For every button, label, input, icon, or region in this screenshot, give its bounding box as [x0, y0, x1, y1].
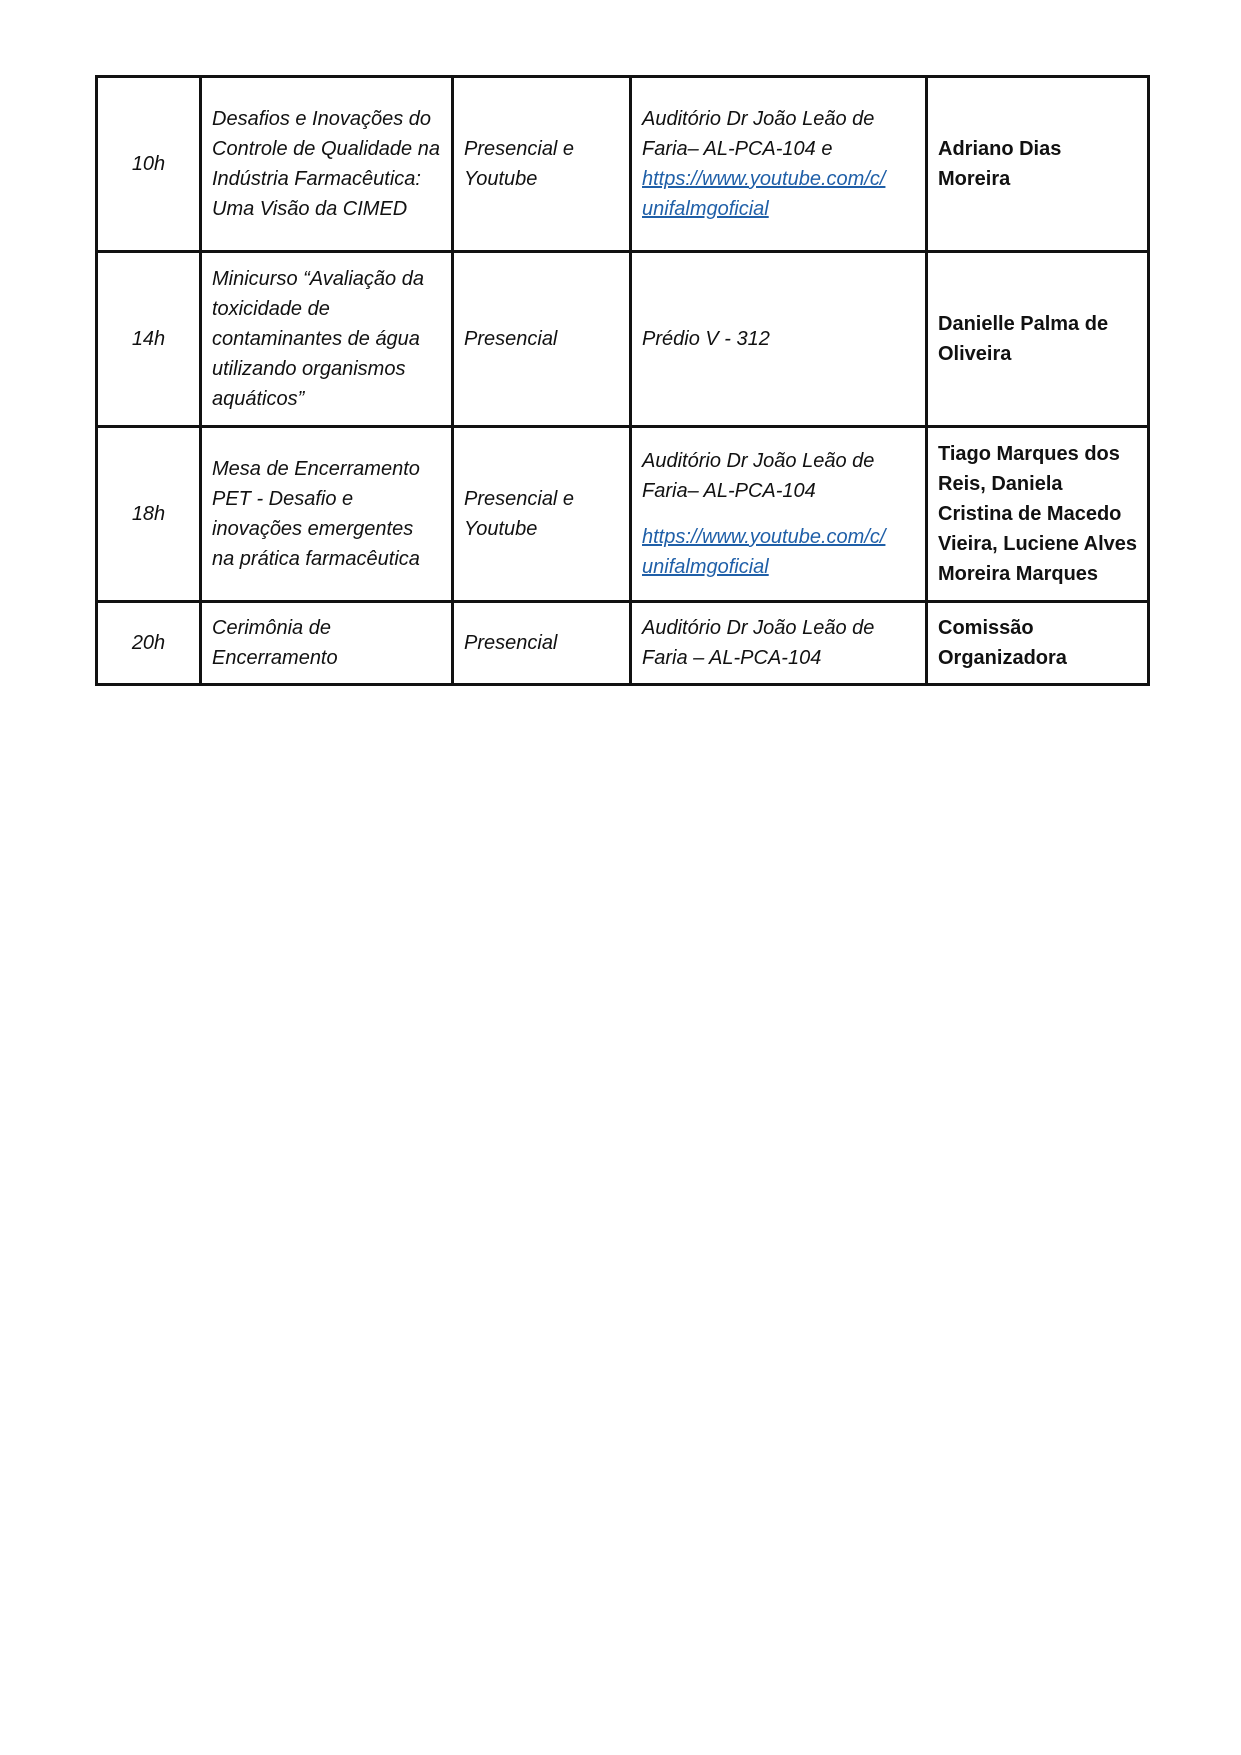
location-cell: Prédio V - 312: [631, 252, 927, 427]
speaker-cell: Comissão Organizadora: [927, 602, 1149, 685]
activity-title-cell: Mesa de Encerramento PET - Desafio e inovações emergentes na prática farmacêutica: [201, 427, 453, 602]
location-cell: [631, 77, 927, 252]
activity-title-cell: Desafios e Inovações do Controle de Qualidade na Indústria Farmacêutica: Uma Visão da CIMED: [201, 77, 453, 252]
table-row: [97, 77, 1149, 252]
time-cell: 20h: [97, 602, 201, 685]
location-text: Auditório Dr João Leão de Faria– AL-PCA-104: [642, 450, 875, 502]
youtube-link[interactable]: https://www.youtube.com/c/: [642, 168, 886, 190]
table-row: [97, 252, 1149, 427]
location-cell: Auditório Dr João Leão de Faria – AL-PCA-104: [631, 602, 927, 685]
table-row: [97, 602, 1149, 685]
location-cell: [631, 427, 927, 602]
youtube-link[interactable]: https://www.youtube.com/c/: [642, 526, 886, 548]
mode-cell: Presencial: [453, 252, 631, 427]
time-cell: 10h: [97, 77, 201, 252]
mode-cell: Presencial e Youtube: [453, 77, 631, 252]
time-cell: 18h: [97, 427, 201, 602]
activity-title-cell: Minicurso “Avaliação da toxicidade de contaminantes de água utilizando organismos aquáticos”: [201, 252, 453, 427]
location-text: Auditório Dr João Leão de Faria– AL-PCA-104 e: [642, 108, 875, 160]
time-cell: 14h: [97, 252, 201, 427]
youtube-link-continuation[interactable]: unifalmgoficial: [642, 198, 769, 220]
mode-cell: Presencial e Youtube: [453, 427, 631, 602]
schedule-table: [95, 75, 1150, 686]
youtube-link-continuation[interactable]: unifalmgoficial: [642, 556, 769, 578]
paragraph-gap: [642, 506, 915, 522]
speaker-cell: Tiago Marques dos Reis, Daniela Cristina de Macedo Vieira, Luciene Alves Moreira Marques: [927, 427, 1149, 602]
activity-title-cell: Cerimônia de Encerramento: [201, 602, 453, 685]
mode-cell: Presencial: [453, 602, 631, 685]
table-row: [97, 427, 1149, 602]
speaker-cell: Adriano Dias Moreira: [927, 77, 1149, 252]
speaker-cell: Danielle Palma de Oliveira: [927, 252, 1149, 427]
